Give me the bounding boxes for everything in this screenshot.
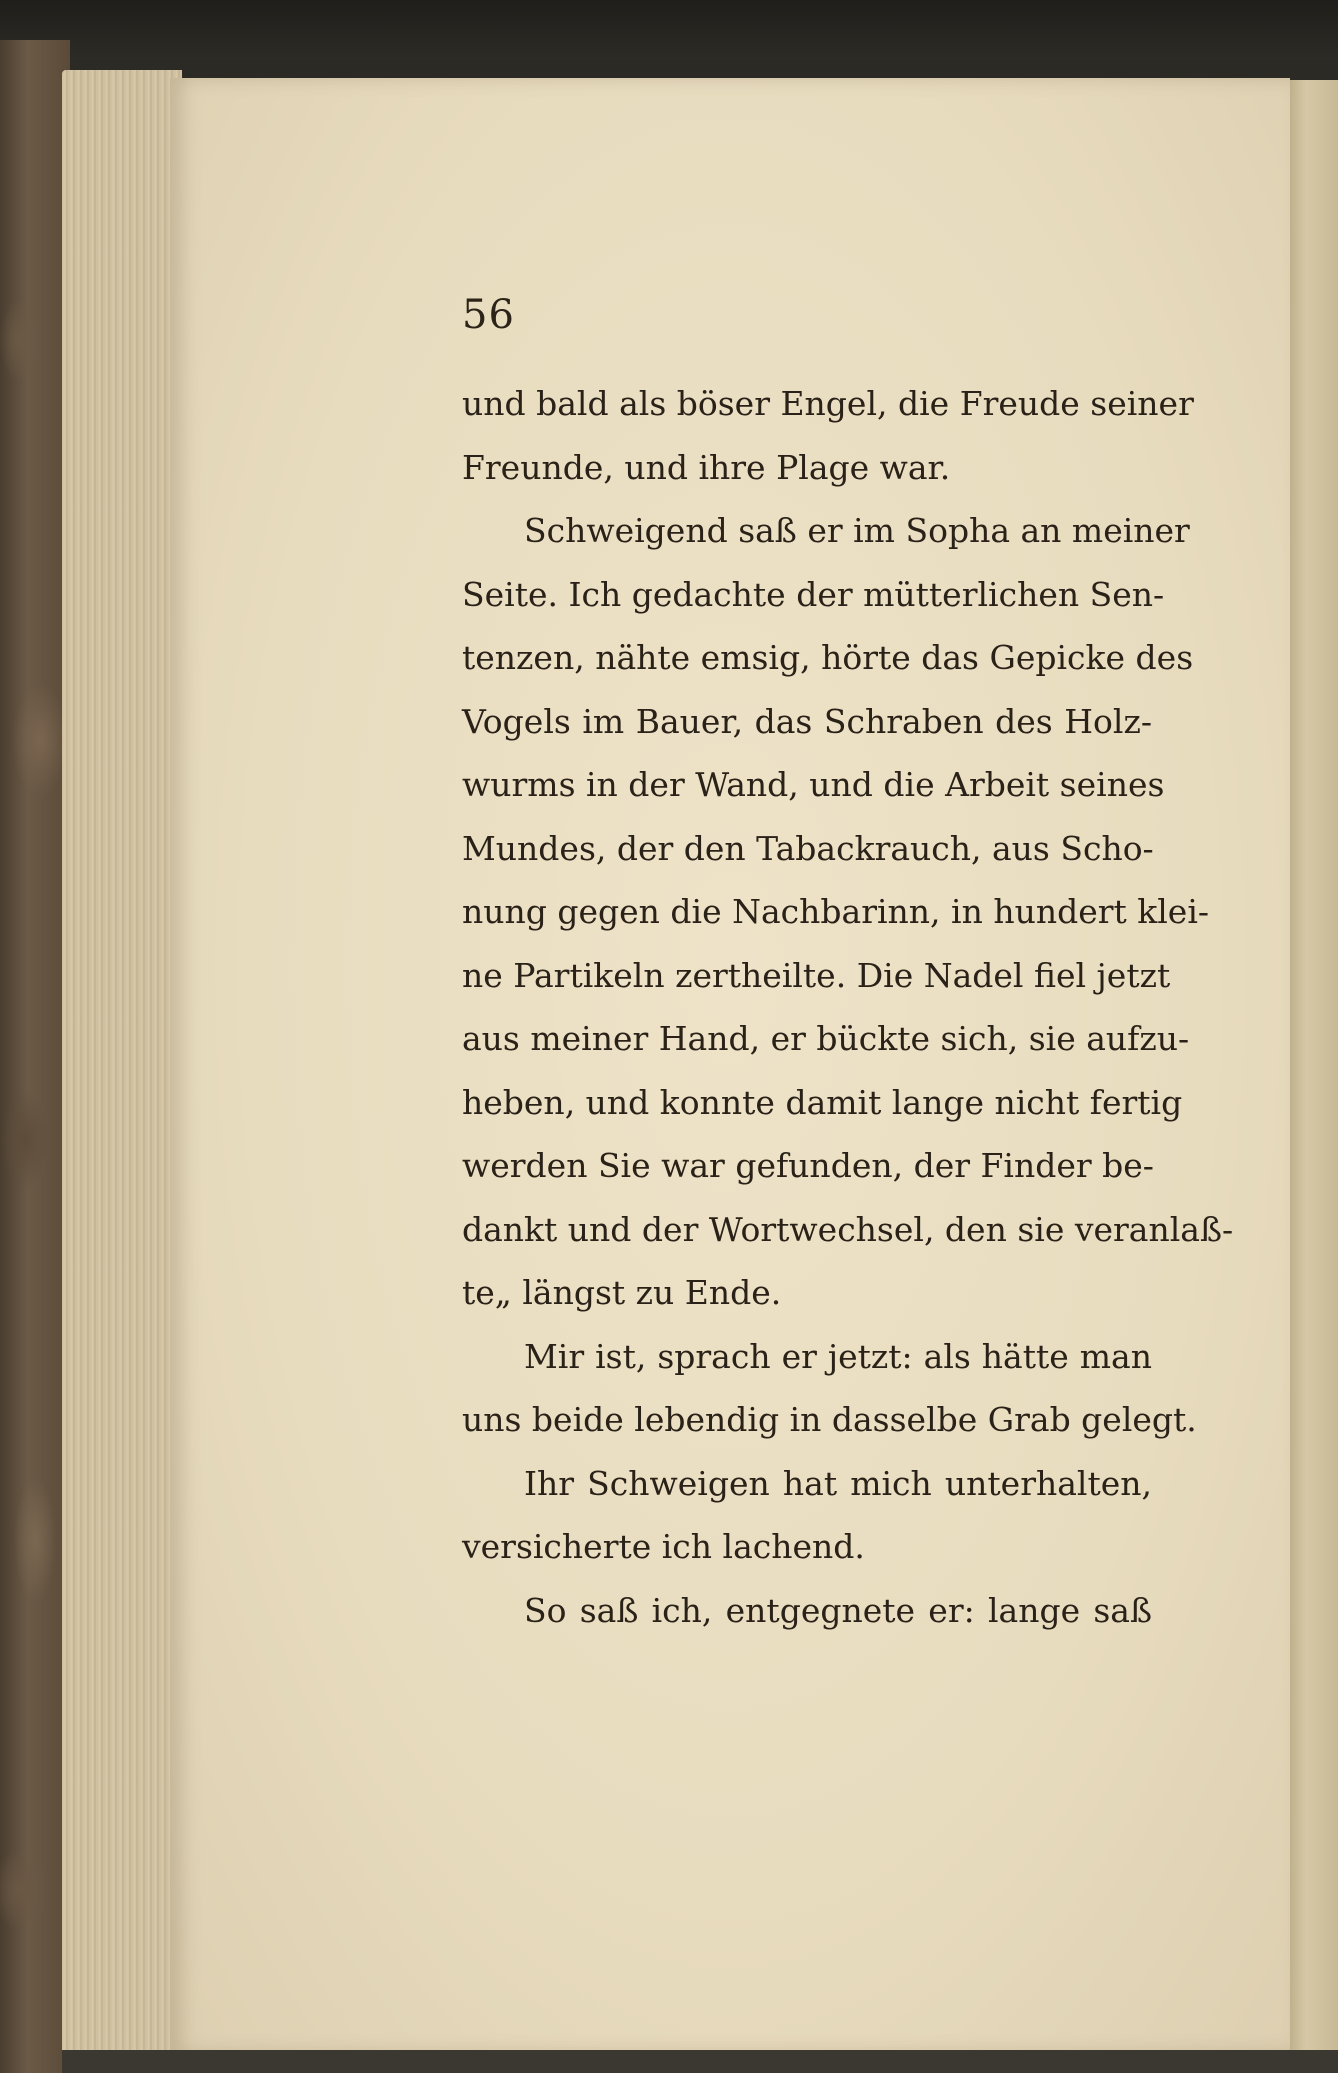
text-line: Ihr Schweigen hat mich unterhalten, — [524, 1463, 1152, 1503]
page-edge-stack — [62, 70, 182, 2060]
text-line: Mundes, der den Tabackrauch, aus Scho- — [462, 828, 1154, 868]
page-number: 56 — [462, 292, 515, 338]
text-line: dankt und der Wortwechsel, den sie veranlaß- — [462, 1209, 1234, 1249]
body-text — [462, 372, 1234, 1642]
text-line: und bald als böser Engel, die Freude seiner — [462, 384, 1194, 423]
text-line: nung gegen die Nachbarinn, in hundert klei- — [462, 892, 1210, 931]
text-line: uns beide lebendig in dasselbe Grab gelegt. — [462, 1400, 1197, 1439]
text-line: Schweigend saß er im Sopha an meiner — [524, 511, 1190, 550]
text-line: Freunde, und ihre Plage war. — [462, 447, 951, 487]
next-leaf-edge — [1285, 80, 1338, 2073]
text-line: aus meiner Hand, er bückte sich, sie aufzu- — [462, 1019, 1190, 1058]
text-line: Mir ist, sprach er jetzt: als hätte man — [524, 1336, 1152, 1376]
text-line: te„ längst zu Ende. — [462, 1273, 782, 1312]
text-line: heben, und konnte damit lange nicht fertig — [462, 1082, 1183, 1122]
text-line: Vogels im Bauer, das Schraben des Holz- — [462, 701, 1152, 741]
text-line: ne Partikeln zertheilte. Die Nadel fiel jetzt — [462, 955, 1171, 995]
text-line: werden Sie war gefunden, der Finder be- — [462, 1146, 1154, 1185]
text-line: Seite. Ich gedachte der mütterlichen Sen- — [462, 574, 1165, 614]
text-line: wurms in der Wand, und die Arbeit seines — [462, 765, 1165, 804]
text-line: tenzen, nähte emsig, hörte das Gepicke des — [462, 638, 1194, 677]
bottom-shadow — [62, 2050, 1338, 2073]
text-line: So saß ich, entgegnete er: lange saß — [524, 1590, 1152, 1630]
text-line: versicherte ich lachend. — [462, 1527, 865, 1566]
top-shadow-band — [0, 0, 1338, 60]
marbled-cover — [0, 40, 70, 2073]
